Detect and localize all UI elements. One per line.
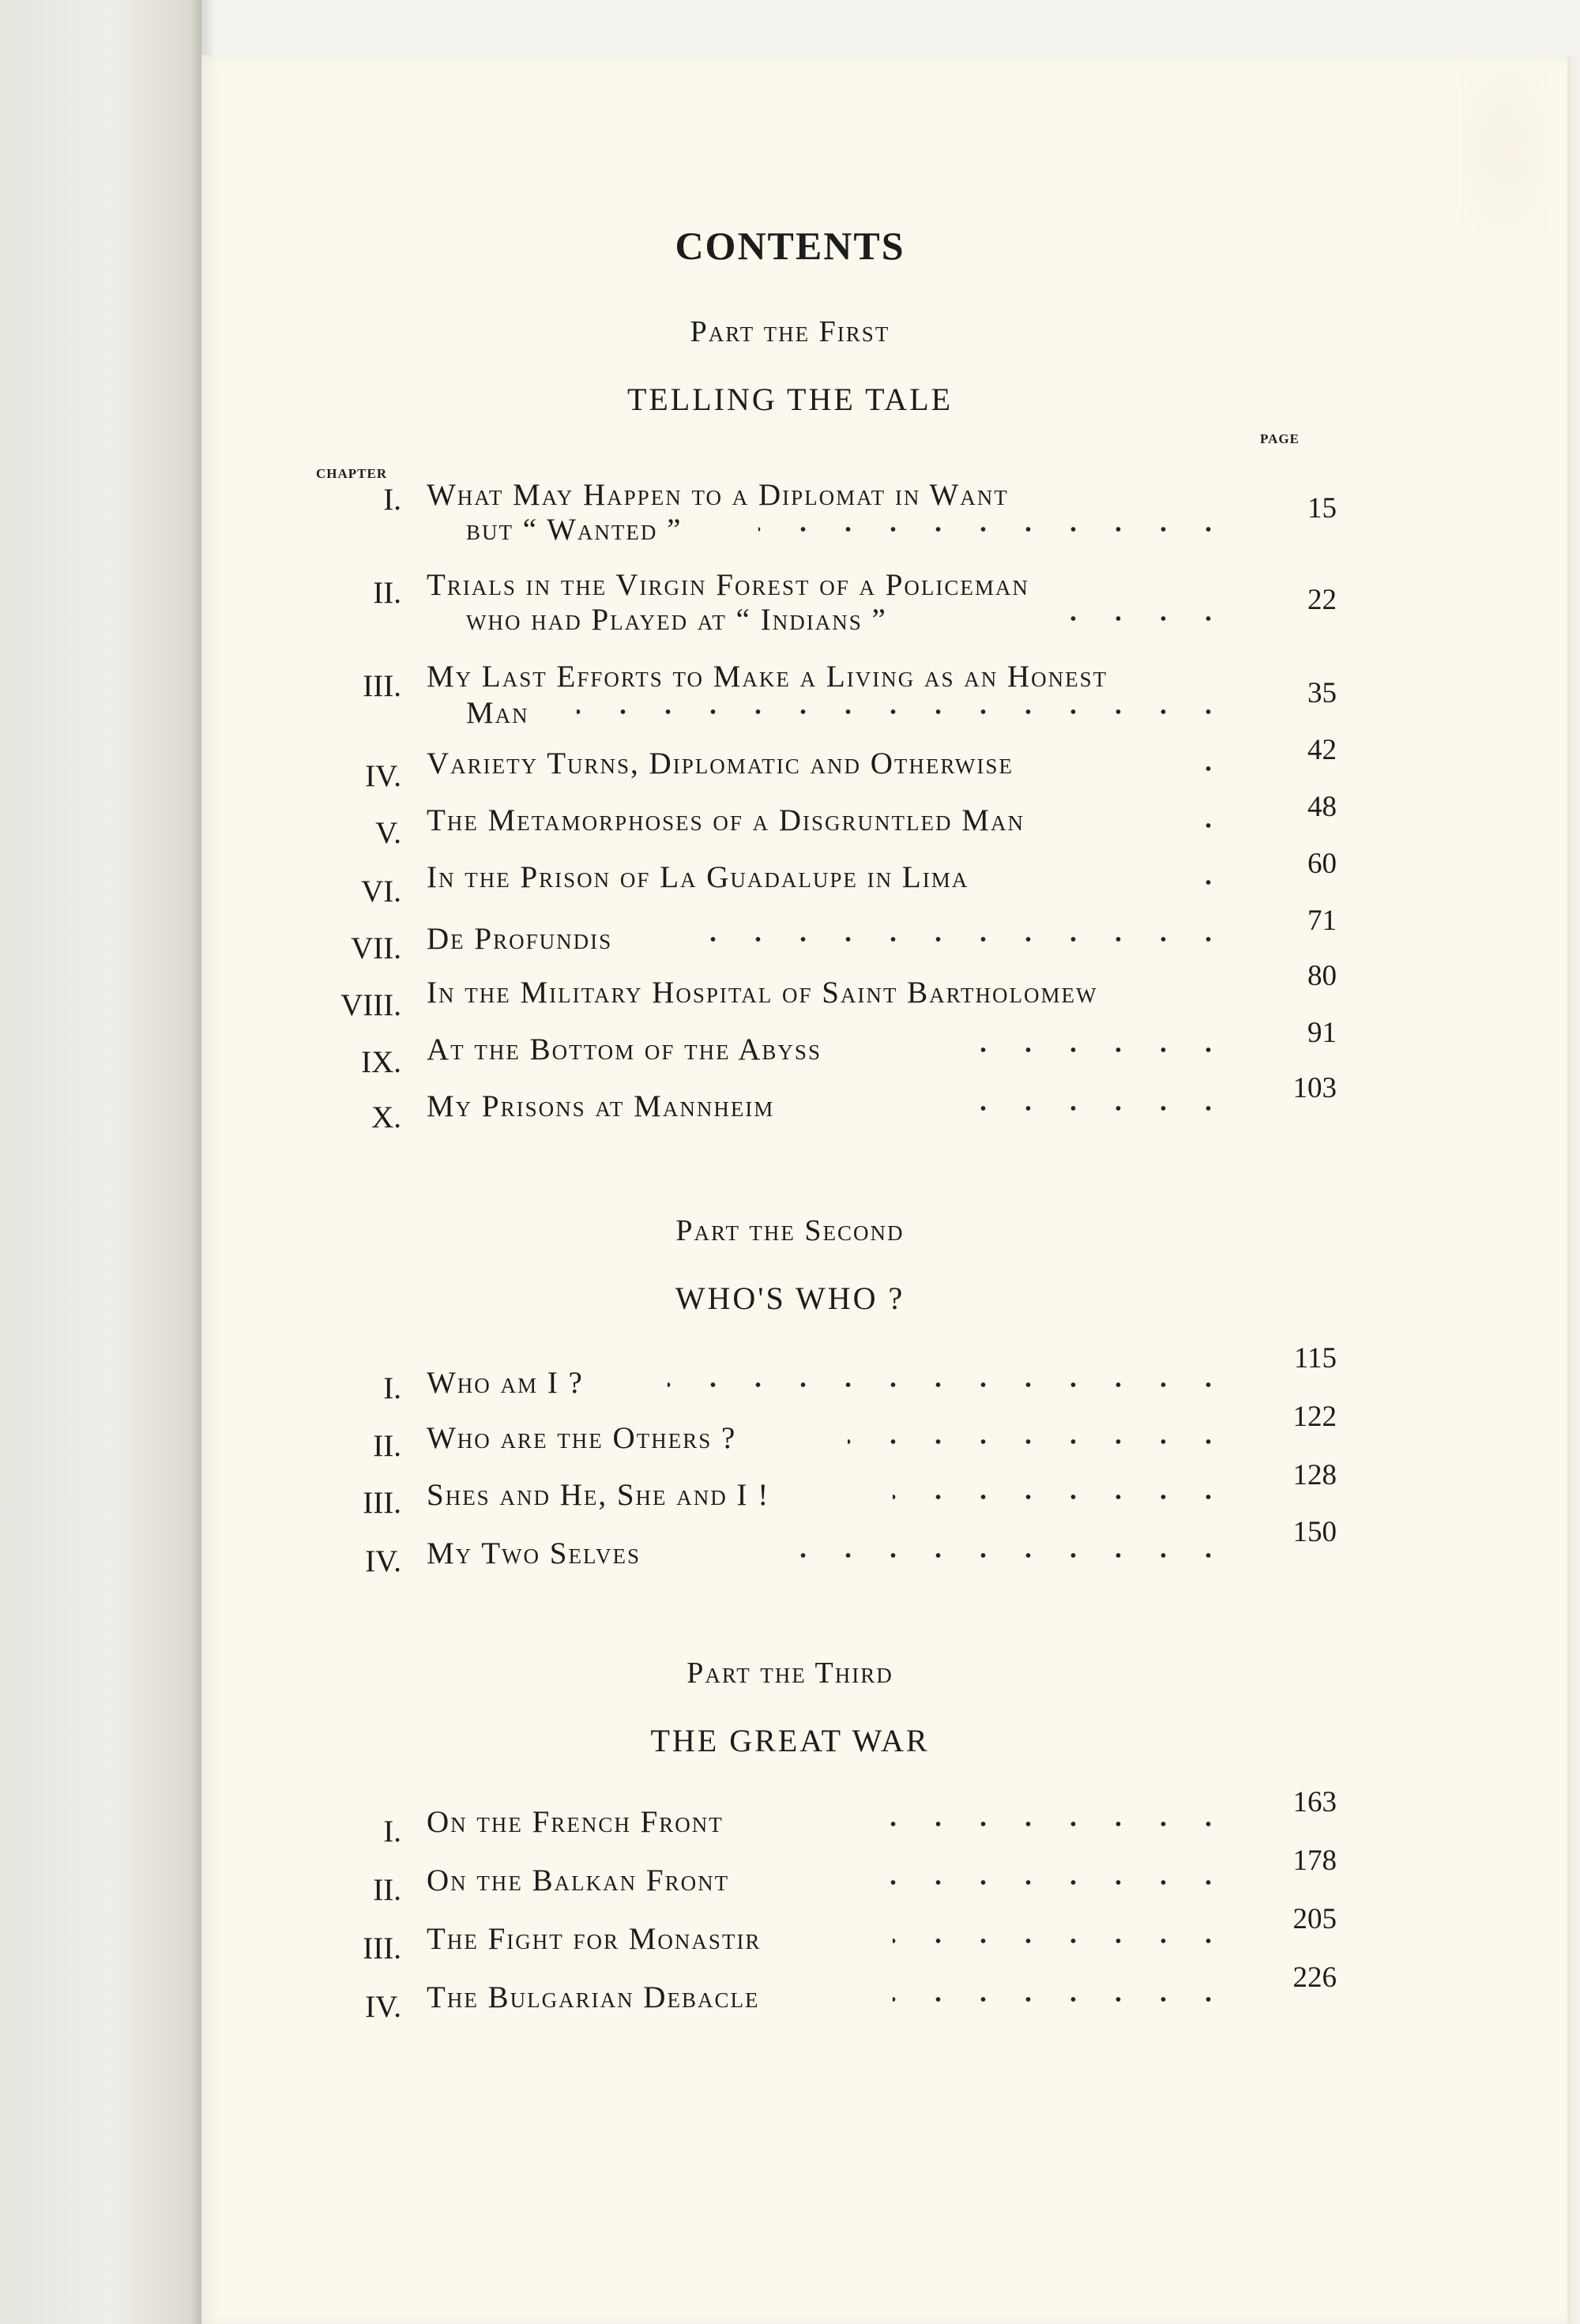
chapter-title: On the Balkan Front [427,1863,730,1897]
page-number: 22 [1307,584,1337,616]
contents-title: CONTENTS [675,224,905,268]
dot-leader [960,1096,1231,1120]
dot-leader [848,1430,1231,1453]
dot-leader [869,1871,1231,1894]
part-heading: THE GREAT WAR [650,1723,930,1758]
chapter-number: III. [363,1931,401,1965]
chapter-number: I. [383,1371,401,1405]
dot-leader [869,1812,1231,1836]
chapter-number: IV. [365,759,401,793]
part-heading: WHO'S WHO ? [675,1280,905,1316]
page-number: 226 [1292,1961,1337,1994]
page-number: 103 [1292,1072,1337,1104]
chapter-title: My Two Selves [427,1536,641,1570]
page-number: 35 [1307,677,1337,709]
chapter-title: At the Bottom of the Abyss [427,1032,822,1066]
page-number: 178 [1292,1845,1337,1877]
chapter-number: I. [383,1814,401,1848]
chapter-title: My Last Efforts to Make a Living as an Honest [427,660,1108,694]
dot-leader [1063,607,1231,630]
dot-leader [893,1485,1231,1509]
page-number: 122 [1292,1401,1337,1433]
part-label: Part the Third [687,1657,893,1690]
page-column-label: PAGE [1260,431,1300,446]
dot-leader [577,700,1231,724]
chapter-number: VI. [361,874,401,908]
chapter-title-continued: who had Played at “ Indians ” [466,603,887,637]
chapter-number: I. [383,483,401,517]
chapter-title: Who are the Others ? [427,1421,737,1455]
chapter-number: II. [373,1873,401,1907]
page-number: 163 [1292,1786,1337,1818]
dot-leader [1185,814,1231,837]
dot-leader [781,1544,1231,1567]
chapter-column-label: CHAPTER [316,466,388,481]
chapter-title-continued: but “ Wanted ” [466,513,683,547]
dot-leader [1185,871,1231,894]
chapter-number: VIII. [340,988,401,1022]
chapter-title: The Metamorphoses of a Disgruntled Man [427,803,1025,837]
page-number: 128 [1292,1459,1337,1491]
chapter-number: IV. [365,1990,401,2024]
chapter-title: In the Prison of La Guadalupe in Lima [427,860,969,894]
chapter-title: My Prisons at Mannheim [427,1089,775,1123]
chapter-number: IV. [365,1544,401,1578]
dot-leader [758,517,1231,541]
page-number: 80 [1307,960,1337,992]
page-number: 42 [1307,734,1337,766]
chapter-number: II. [373,1429,401,1463]
chapter-title: In the Military Hospital of Saint Bartholomew [427,976,1098,1010]
chapter-title: What May Happen to a Diplomat in Want [427,478,1009,512]
chapter-title: Variety Turns, Diplomatic and Otherwise [427,746,1014,780]
chapter-title: Trials in the Virgin Forest of a Policeman [427,568,1029,602]
page-number: 115 [1293,1342,1337,1374]
chapter-title: The Fight for Monastir [427,1922,762,1956]
chapter-number: III. [363,1486,401,1520]
page-number: 150 [1292,1516,1337,1548]
dot-leader [687,927,1231,951]
chapter-title: De Profundis [427,922,613,956]
page-number: 48 [1307,791,1337,823]
page-number: 71 [1307,904,1337,937]
part-label: Part the Second [675,1214,905,1247]
chapter-title: Who am I ? [427,1366,584,1400]
page-number: 60 [1307,848,1337,880]
chapter-number: V. [375,816,401,850]
chapter-number: II. [373,576,401,610]
chapter-title: Shes and He, She and I ! [427,1478,770,1512]
chapter-title-continued: Man [466,696,529,730]
dot-leader [1185,757,1231,780]
dot-leader [893,1987,1231,2011]
part-heading: TELLING THE TALE [626,382,954,417]
chapter-number: VII. [351,931,401,965]
chapter-number: III. [363,669,401,703]
page-stain [1462,63,1548,237]
chapter-title: On the French Front [427,1805,724,1839]
dot-leader [668,1373,1231,1397]
page-number: 205 [1292,1903,1337,1935]
chapter-title: The Bulgarian Debacle [427,1980,760,2014]
dot-leader [893,1929,1231,1953]
chapter-number: X. [371,1100,401,1134]
part-label: Part the First [690,315,890,348]
page-number: 15 [1307,492,1337,525]
chapter-number: IX. [361,1045,401,1079]
page-number: 91 [1307,1017,1337,1049]
dot-leader [960,1038,1231,1062]
